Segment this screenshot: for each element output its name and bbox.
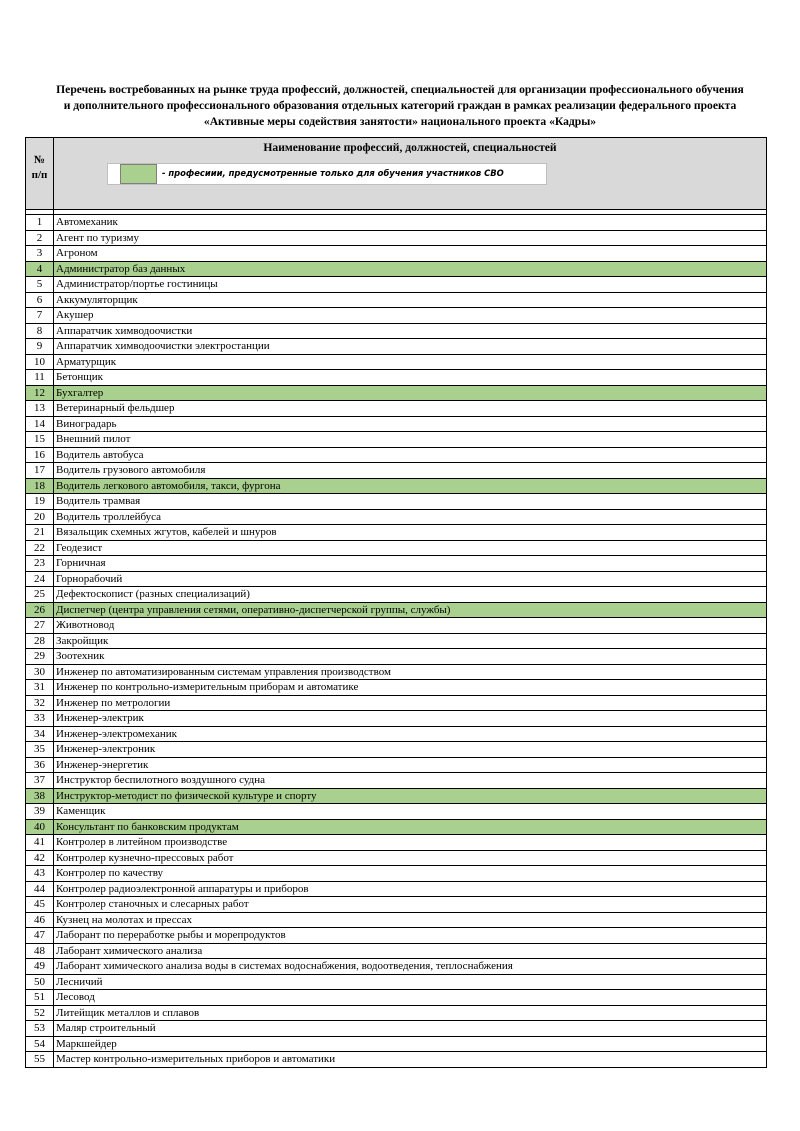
row-number: 37 xyxy=(26,773,54,789)
profession-name: Инженер-электроник xyxy=(54,742,767,758)
table-row xyxy=(26,277,767,293)
table-row xyxy=(26,587,767,603)
profession-name: Инженер-энергетик xyxy=(54,757,767,773)
profession-name: Агроном xyxy=(54,246,767,262)
table-row xyxy=(26,711,767,727)
profession-name: Инженер по автоматизированным системам управления производством xyxy=(54,664,767,680)
row-number: 33 xyxy=(26,711,54,727)
row-number: 51 xyxy=(26,990,54,1006)
row-number: 14 xyxy=(26,416,54,432)
row-number: 7 xyxy=(26,308,54,324)
table-row xyxy=(26,897,767,913)
profession-name: Животновод xyxy=(54,618,767,634)
table-row xyxy=(26,912,767,928)
table-row xyxy=(26,478,767,494)
table-row xyxy=(26,1036,767,1052)
profession-name: Аппаратчик химводоочистки электростанции xyxy=(54,339,767,355)
table-row xyxy=(26,757,767,773)
profession-name: Инженер по контрольно-измерительным приборам и автоматике xyxy=(54,680,767,696)
profession-name: Лаборант химического анализа воды в системах водоснабжения, водоотведения, теплоснабжения xyxy=(54,959,767,975)
table-row xyxy=(26,339,767,355)
row-number: 31 xyxy=(26,680,54,696)
legend-box xyxy=(107,163,547,185)
row-number: 5 xyxy=(26,277,54,293)
profession-name: Инженер-электрик xyxy=(54,711,767,727)
table-row xyxy=(26,401,767,417)
professions-table xyxy=(25,137,767,1068)
table-row xyxy=(26,695,767,711)
document-title xyxy=(26,82,774,130)
profession-name: Инженер-электромеханик xyxy=(54,726,767,742)
profession-name: Ветеринарный фельдшер xyxy=(54,401,767,417)
table-body xyxy=(26,215,767,1068)
table-row xyxy=(26,215,767,231)
row-number: 52 xyxy=(26,1005,54,1021)
row-number: 11 xyxy=(26,370,54,386)
profession-name: Водитель грузового автомобиля xyxy=(54,463,767,479)
profession-name: Водитель легкового автомобиля, такси, фургона xyxy=(54,478,767,494)
profession-name: Зоотехник xyxy=(54,649,767,665)
table-row xyxy=(26,866,767,882)
profession-name: Кузнец на молотах и прессах xyxy=(54,912,767,928)
table-header-row xyxy=(26,138,767,210)
profession-name: Внешний пилот xyxy=(54,432,767,448)
row-number: 9 xyxy=(26,339,54,355)
table-row xyxy=(26,308,767,324)
profession-name: Аппаратчик химводоочистки xyxy=(54,323,767,339)
table-row xyxy=(26,835,767,851)
row-number: 8 xyxy=(26,323,54,339)
name-header-title: Наименование профессий, должностей, специальностей xyxy=(263,141,557,154)
table-row xyxy=(26,664,767,680)
row-number: 22 xyxy=(26,540,54,556)
profession-name: Горничная xyxy=(54,556,767,572)
profession-name: Лесовод xyxy=(54,990,767,1006)
profession-name: Контролер в литейном производстве xyxy=(54,835,767,851)
row-number: 24 xyxy=(26,571,54,587)
table-row xyxy=(26,385,767,401)
profession-name: Водитель автобуса xyxy=(54,447,767,463)
profession-name: Аккумуляторщик xyxy=(54,292,767,308)
profession-name: Арматурщик xyxy=(54,354,767,370)
profession-name: Контролер по качеству xyxy=(54,866,767,882)
row-number: 47 xyxy=(26,928,54,944)
name-column-header xyxy=(54,138,767,210)
table-row xyxy=(26,773,767,789)
row-number: 16 xyxy=(26,447,54,463)
profession-name: Горнорабочий xyxy=(54,571,767,587)
table-row xyxy=(26,432,767,448)
row-number: 25 xyxy=(26,587,54,603)
table-row xyxy=(26,323,767,339)
profession-name: Инструктор-методист по физической культуре и спорту xyxy=(54,788,767,804)
table-row xyxy=(26,354,767,370)
row-number: 46 xyxy=(26,912,54,928)
title-line-1: Перечень востребованных на рынке труда профессий, должностей, специальностей для организации профессионального обучения xyxy=(56,83,744,96)
table-row xyxy=(26,850,767,866)
table-row xyxy=(26,571,767,587)
profession-name: Акушер xyxy=(54,308,767,324)
row-number: 27 xyxy=(26,618,54,634)
table-row xyxy=(26,990,767,1006)
table-row xyxy=(26,633,767,649)
row-number: 4 xyxy=(26,261,54,277)
title-line-3: «Активные меры содействия занятости» национального проекта «Кадры» xyxy=(203,115,597,128)
table-row xyxy=(26,261,767,277)
row-number: 36 xyxy=(26,757,54,773)
table-row xyxy=(26,230,767,246)
table-row xyxy=(26,525,767,541)
profession-name: Мастер контрольно-измерительных приборов и автоматики xyxy=(54,1052,767,1068)
row-number: 41 xyxy=(26,835,54,851)
table-row xyxy=(26,726,767,742)
profession-name: Виноградарь xyxy=(54,416,767,432)
table-row xyxy=(26,943,767,959)
profession-name: Литейщик металлов и сплавов xyxy=(54,1005,767,1021)
table-row xyxy=(26,1005,767,1021)
profession-name: Каменщик xyxy=(54,804,767,820)
row-number: 30 xyxy=(26,664,54,680)
row-number: 17 xyxy=(26,463,54,479)
profession-name: Контролер радиоэлектронной аппаратуры и приборов xyxy=(54,881,767,897)
title-line-2: и дополнительного профессионального образования отдельных категорий граждан в рамках реализации федерального проекта xyxy=(63,99,737,112)
table-row xyxy=(26,463,767,479)
table-row xyxy=(26,494,767,510)
table-row xyxy=(26,447,767,463)
row-number: 6 xyxy=(26,292,54,308)
row-number: 29 xyxy=(26,649,54,665)
row-number: 48 xyxy=(26,943,54,959)
table-row xyxy=(26,804,767,820)
table-row xyxy=(26,556,767,572)
table-row xyxy=(26,788,767,804)
profession-name: Консультант по банковским продуктам xyxy=(54,819,767,835)
table-row xyxy=(26,1052,767,1068)
profession-name: Бухгалтер xyxy=(54,385,767,401)
profession-name: Инженер по метрологии xyxy=(54,695,767,711)
table-row xyxy=(26,292,767,308)
table-row xyxy=(26,618,767,634)
table-row xyxy=(26,649,767,665)
row-number: 19 xyxy=(26,494,54,510)
legend-text: - професиии, предусмотренные только для обучения участников СВО xyxy=(162,168,504,178)
profession-name: Вязальщик схемных жгутов, кабелей и шнуров xyxy=(54,525,767,541)
table-row xyxy=(26,246,767,262)
profession-name: Агент по туризму xyxy=(54,230,767,246)
row-number: 40 xyxy=(26,819,54,835)
row-number: 2 xyxy=(26,230,54,246)
legend-color-swatch xyxy=(120,164,157,184)
row-number: 1 xyxy=(26,215,54,231)
table-row xyxy=(26,370,767,386)
row-number: 43 xyxy=(26,866,54,882)
table-row xyxy=(26,1021,767,1037)
row-number: 55 xyxy=(26,1052,54,1068)
row-number: 34 xyxy=(26,726,54,742)
table-row xyxy=(26,540,767,556)
table-row xyxy=(26,974,767,990)
profession-name: Автомеханик xyxy=(54,215,767,231)
profession-name: Водитель трамвая xyxy=(54,494,767,510)
row-number: 49 xyxy=(26,959,54,975)
profession-name: Инструктор беспилотного воздушного судна xyxy=(54,773,767,789)
row-number: 38 xyxy=(26,788,54,804)
profession-name: Лесничий xyxy=(54,974,767,990)
row-number: 28 xyxy=(26,633,54,649)
profession-name: Диспетчер (центра управления сетями, оперативно-диспетчерской группы, службы) xyxy=(54,602,767,618)
number-header-symbol: № xyxy=(33,154,46,166)
profession-name: Контролер станочных и слесарных работ xyxy=(54,897,767,913)
row-number: 39 xyxy=(26,804,54,820)
row-number: 42 xyxy=(26,850,54,866)
row-number: 13 xyxy=(26,401,54,417)
profession-name: Закройщик xyxy=(54,633,767,649)
row-number: 3 xyxy=(26,246,54,262)
table-row xyxy=(26,959,767,975)
row-number: 20 xyxy=(26,509,54,525)
row-number: 15 xyxy=(26,432,54,448)
row-number: 18 xyxy=(26,478,54,494)
table-row xyxy=(26,509,767,525)
row-number: 32 xyxy=(26,695,54,711)
row-number: 44 xyxy=(26,881,54,897)
row-number: 50 xyxy=(26,974,54,990)
row-number: 45 xyxy=(26,897,54,913)
table-row xyxy=(26,819,767,835)
table-row xyxy=(26,742,767,758)
number-header-abbrev: п/п xyxy=(31,169,48,181)
table-row xyxy=(26,602,767,618)
row-number: 21 xyxy=(26,525,54,541)
row-number: 10 xyxy=(26,354,54,370)
profession-name: Администратор баз данных xyxy=(54,261,767,277)
profession-name: Дефектоскопист (разных специализаций) xyxy=(54,587,767,603)
row-number: 26 xyxy=(26,602,54,618)
profession-name: Водитель троллейбуса xyxy=(54,509,767,525)
row-number: 53 xyxy=(26,1021,54,1037)
profession-name: Маркшейдер xyxy=(54,1036,767,1052)
profession-name: Бетонщик xyxy=(54,370,767,386)
profession-name: Геодезист xyxy=(54,540,767,556)
profession-name: Лаборант по переработке рыбы и морепродуктов xyxy=(54,928,767,944)
row-number: 12 xyxy=(26,385,54,401)
profession-name: Администратор/портье гостиницы xyxy=(54,277,767,293)
row-number: 23 xyxy=(26,556,54,572)
profession-name: Контролер кузнечно-прессовых работ xyxy=(54,850,767,866)
profession-name: Лаборант химического анализа xyxy=(54,943,767,959)
row-number: 35 xyxy=(26,742,54,758)
table-row xyxy=(26,416,767,432)
table-row xyxy=(26,680,767,696)
number-column-header xyxy=(26,138,54,210)
profession-name: Маляр строительный xyxy=(54,1021,767,1037)
row-number: 54 xyxy=(26,1036,54,1052)
table-row xyxy=(26,881,767,897)
table-row xyxy=(26,928,767,944)
